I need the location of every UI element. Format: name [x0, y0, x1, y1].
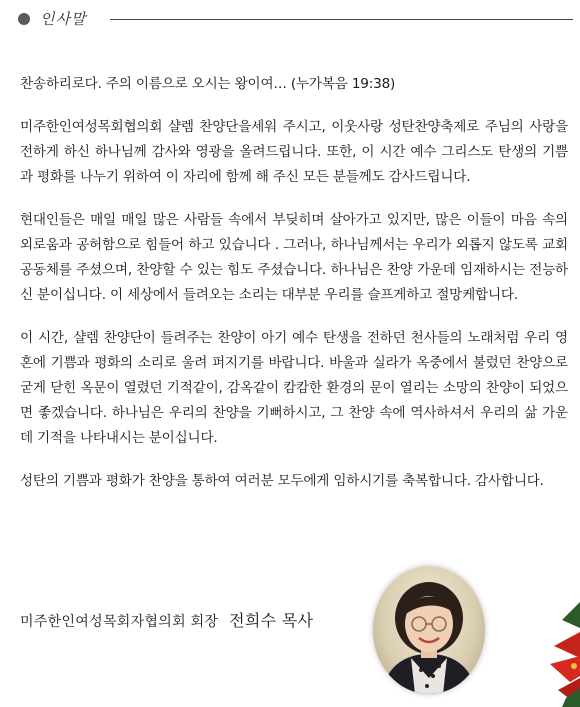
paragraph-choir: 이 시간, 샬렘 찬양단이 들려주는 찬양이 아기 예수 탄생을 전하던 천사들의 노래처럼 우리 영혼에 기쁨과 평화의 소리로 울려 퍼지기를 바랍니다. 바울과 실라가 옥중에서 불렀던 찬양으로 굳게 닫힌 옥문이 열렸던 기적같이, 감옥같이 캄캄한 환경의 문이 열리는 소망의 찬양이 되었으면 좋겠습니다. 하나님은 우리의 찬양을 기뻐하시고, 그 찬양 속에 역사하셔서 우리의 삶 가운데 기적을 나타내시는 분이십니다. — [20, 330, 568, 446]
section-title: 인사말 — [40, 10, 87, 28]
signature-name: 전희수 목사 — [229, 611, 314, 630]
signature — [20, 608, 313, 631]
section-header — [18, 6, 573, 32]
header-divider — [110, 19, 573, 20]
portrait-illustration — [373, 566, 485, 694]
signature-organization: 미주한인여성목회자협의회 회장 — [20, 614, 219, 630]
paragraph-modern-life: 현대인들은 매일 매일 많은 사람들 속에서 부딪히며 살아가고 있지만, 많은 이들이 마음 속의 외로움과 공허함으로 힘들어 하고 있습니다 . 그러나, 하나님께서는 우리가 외롭지 않도록 교회 공동체를 주셨으며, 찬양할 수 있는 힘도 주셨습니다. 하나님은 찬양 가운데 임재하시는 전능하신 분이십니다. 이 세상에서 들려오는 소리는 대부분 우리를 슬프게하고 절망케합니다. — [20, 212, 568, 303]
paragraph-thanks: 미주한인여성목회협의회 샬렘 찬양단을세워 주시고, 이웃사랑 성탄찬양축제로 주님의 사랑을 전하게 하신 하나님께 감사와 영광을 올려드립니다. 또한, 이 시간 예수 그리스도 탄생의 기쁨과 평화를 나누기 위하여 이 자리에 함께 해 주신 모든 분들께도 감사드립니다. — [20, 119, 568, 185]
paragraph-scripture: 찬송하리로다. 주의 이름으로 오시는 왕이여… (누가복음 19:38) — [20, 76, 396, 92]
paragraph-blessing: 성탄의 기쁨과 평화가 찬양을 통하여 여러분 모두에게 임하시기를 축복합니다. 감사합니다. — [20, 473, 544, 489]
greeting-body — [20, 72, 568, 512]
bullet-dot-icon — [18, 13, 30, 25]
portrait-photo — [373, 566, 485, 694]
poinsettia-decoration — [540, 602, 580, 707]
